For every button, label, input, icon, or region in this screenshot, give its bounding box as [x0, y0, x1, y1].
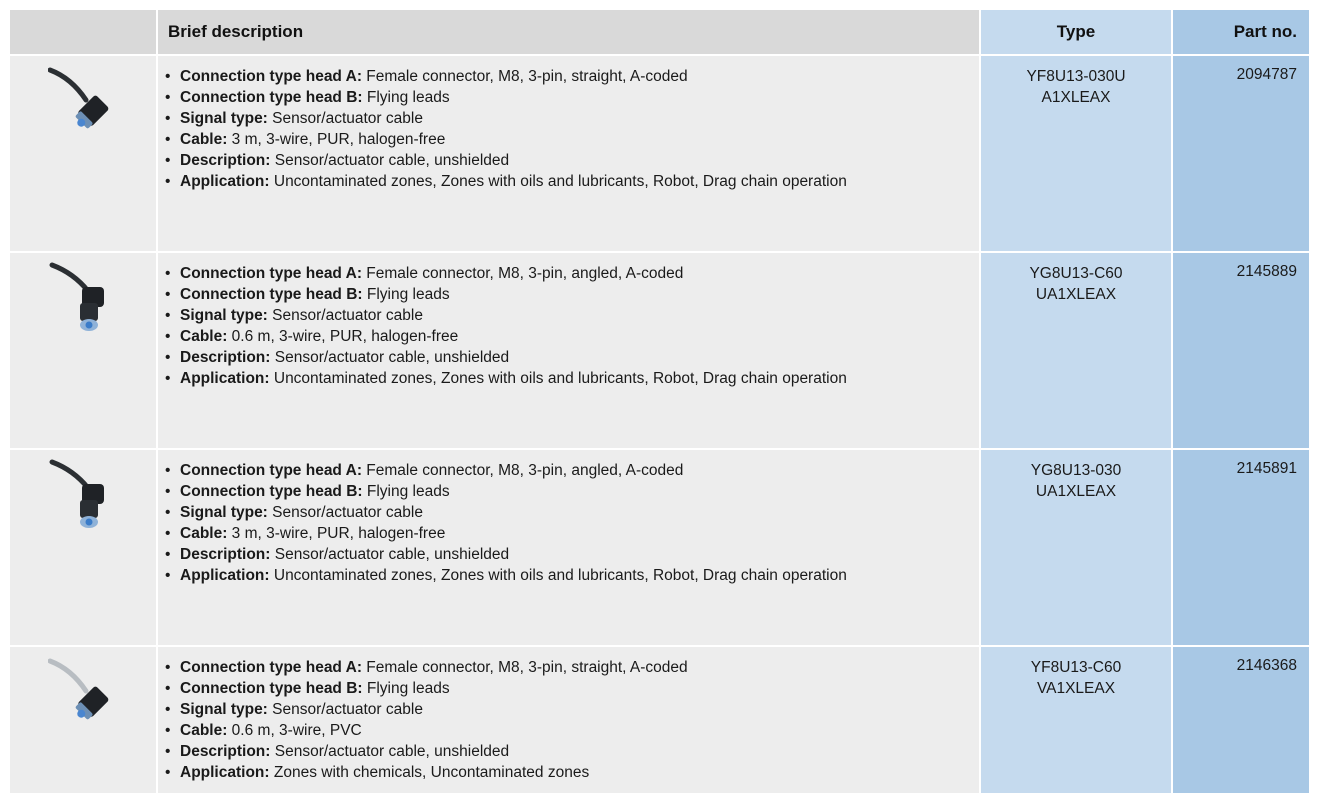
spec-item [164, 678, 969, 699]
spec-value: Flying leads [362, 89, 450, 106]
spec-item [164, 129, 969, 150]
spec-list [158, 450, 979, 586]
part-number: 2145891 [1236, 460, 1297, 477]
spec-label: Description: [180, 743, 271, 760]
spec-label: Cable: [180, 525, 228, 542]
brief-description-cell [158, 647, 981, 793]
spec-value: Sensor/actuator cable [267, 307, 423, 324]
spec-item [164, 368, 969, 389]
part-no-cell [1173, 450, 1309, 645]
part-no-cell [1173, 253, 1309, 448]
type-code: YG8U13-030UA1XLEAX [1030, 462, 1122, 500]
spec-label: Cable: [180, 131, 228, 148]
spec-label: Description: [180, 152, 271, 169]
spec-item [164, 150, 969, 171]
spec-label: Connection type head B: [180, 286, 363, 303]
type-code: YG8U13-C60UA1XLEAX [1029, 265, 1123, 303]
table-row [10, 647, 1309, 793]
header-image-cell [10, 10, 158, 54]
spec-label: Connection type head B: [180, 89, 363, 106]
spec-item [164, 502, 969, 523]
part-no-cell [1173, 647, 1309, 793]
product-image-cell [10, 56, 158, 251]
cable-connector-icon [48, 62, 118, 142]
spec-value: Sensor/actuator cable [267, 110, 423, 127]
spec-value: Sensor/actuator cable, unshielded [270, 743, 510, 760]
spec-item [164, 699, 969, 720]
spec-list [158, 253, 979, 389]
spec-value: Female connector, M8, 3-pin, angled, A-coded [362, 462, 684, 479]
spec-item [164, 263, 969, 284]
spec-label: Application: [180, 173, 270, 190]
part-no-cell [1173, 56, 1309, 251]
spec-value: 3 m, 3-wire, PUR, halogen-free [227, 525, 446, 542]
cable-connector-icon [48, 653, 118, 733]
spec-item [164, 741, 969, 762]
spec-value: Flying leads [362, 286, 450, 303]
product-image-cell [10, 450, 158, 645]
table-row [10, 450, 1309, 647]
spec-label: Connection type head B: [180, 483, 363, 500]
spec-value: Sensor/actuator cable [267, 701, 423, 718]
spec-item [164, 481, 969, 502]
header-brief-description: Brief description [158, 10, 981, 54]
spec-item [164, 762, 969, 783]
type-cell [981, 647, 1173, 793]
spec-value: Zones with chemicals, Uncontaminated zones [269, 764, 590, 781]
part-number: 2145889 [1236, 263, 1297, 280]
spec-label: Description: [180, 349, 271, 366]
spec-item [164, 347, 969, 368]
spec-label: Connection type head B: [180, 680, 363, 697]
spec-value: Flying leads [362, 680, 450, 697]
spec-value: Uncontaminated zones, Zones with oils and lubricants, Robot, Drag chain operation [269, 567, 847, 584]
spec-value: Sensor/actuator cable, unshielded [270, 152, 510, 169]
spec-item [164, 565, 969, 586]
spec-label: Application: [180, 370, 270, 387]
brief-description-cell [158, 56, 981, 251]
spec-value: Uncontaminated zones, Zones with oils and lubricants, Robot, Drag chain operation [269, 370, 847, 387]
table-row [10, 253, 1309, 450]
product-image-cell [10, 647, 158, 793]
cable-connector-icon [48, 259, 118, 339]
spec-item [164, 657, 969, 678]
spec-label: Signal type: [180, 701, 268, 718]
spec-item [164, 108, 969, 129]
spec-item [164, 171, 969, 192]
spec-item [164, 720, 969, 741]
spec-label: Connection type head A: [180, 659, 362, 676]
spec-value: Sensor/actuator cable [267, 504, 423, 521]
spec-value: 0.6 m, 3-wire, PUR, halogen-free [227, 328, 459, 345]
spec-value: Sensor/actuator cable, unshielded [270, 546, 510, 563]
table-header [10, 10, 1309, 56]
type-code: YF8U13-030UA1XLEAX [1026, 68, 1126, 106]
header-part-no: Part no. [1173, 10, 1309, 54]
part-number: 2146368 [1236, 657, 1297, 674]
spec-item [164, 66, 969, 87]
spec-label: Connection type head A: [180, 462, 362, 479]
spec-value: Flying leads [362, 483, 450, 500]
spec-value: Female connector, M8, 3-pin, straight, A-coded [362, 659, 688, 676]
spec-value: Sensor/actuator cable, unshielded [270, 349, 510, 366]
spec-label: Signal type: [180, 307, 268, 324]
brief-description-cell [158, 253, 981, 448]
spec-list [158, 647, 979, 783]
spec-list [158, 56, 979, 192]
accessories-table [10, 10, 1309, 793]
spec-label: Signal type: [180, 110, 268, 127]
spec-value: 3 m, 3-wire, PUR, halogen-free [227, 131, 446, 148]
spec-item [164, 460, 969, 481]
part-number: 2094787 [1236, 66, 1297, 83]
table-row [10, 56, 1309, 253]
spec-label: Connection type head A: [180, 68, 362, 85]
spec-value: Female connector, M8, 3-pin, angled, A-coded [362, 265, 684, 282]
spec-label: Application: [180, 567, 270, 584]
header-type: Type [981, 10, 1173, 54]
spec-label: Connection type head A: [180, 265, 362, 282]
spec-item [164, 523, 969, 544]
type-code: YF8U13-C60VA1XLEAX [1030, 659, 1122, 697]
spec-value: 0.6 m, 3-wire, PVC [227, 722, 362, 739]
type-cell [981, 253, 1173, 448]
type-cell [981, 450, 1173, 645]
spec-value: Uncontaminated zones, Zones with oils and lubricants, Robot, Drag chain operation [269, 173, 847, 190]
type-cell [981, 56, 1173, 251]
spec-value: Female connector, M8, 3-pin, straight, A-coded [362, 68, 688, 85]
brief-description-cell [158, 450, 981, 645]
spec-label: Signal type: [180, 504, 268, 521]
product-image-cell [10, 253, 158, 448]
spec-label: Cable: [180, 328, 228, 345]
cable-connector-icon [48, 456, 118, 536]
spec-item [164, 284, 969, 305]
spec-item [164, 544, 969, 565]
spec-label: Description: [180, 546, 271, 563]
spec-item [164, 87, 969, 108]
spec-item [164, 326, 969, 347]
spec-label: Application: [180, 764, 270, 781]
spec-label: Cable: [180, 722, 228, 739]
spec-item [164, 305, 969, 326]
